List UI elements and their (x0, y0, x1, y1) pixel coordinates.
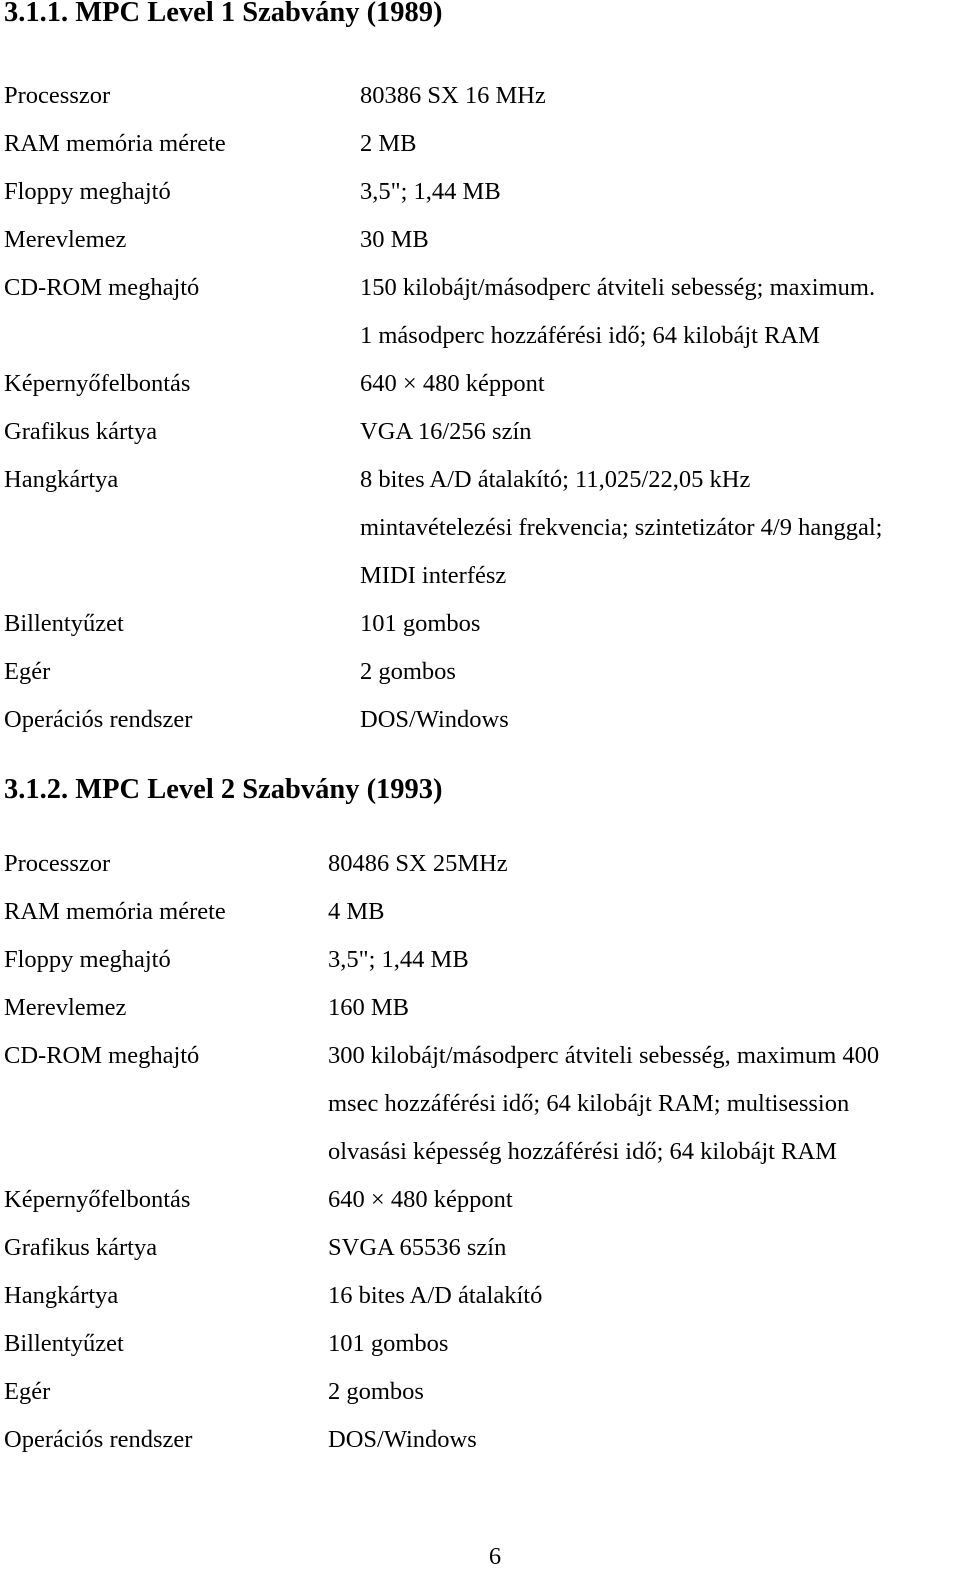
spec-value-line: 3,5"; 1,44 MB (360, 178, 501, 205)
spec-value (328, 1032, 879, 1176)
spec-value-line: 30 MB (360, 226, 429, 253)
spec-label: Grafikus kártya (4, 418, 158, 445)
spec-value (328, 984, 879, 1032)
spec-row (4, 936, 879, 984)
spec-value-line: 640 × 480 képpont (360, 370, 545, 397)
spec-value (360, 696, 882, 744)
spec-value (328, 1224, 879, 1272)
spec-value-line: msec hozzáférési idő; 64 kilobájt RAM; multisession (328, 1090, 850, 1117)
spec-row (4, 456, 882, 600)
spec-label: Grafikus kártya (4, 1234, 158, 1261)
spec-value-line: 8 bites A/D átalakító; 11,025/22,05 kHz (360, 466, 751, 493)
mpc-level-2-spec-table (4, 840, 879, 1464)
spec-row (4, 72, 882, 120)
spec-label: RAM memória mérete (4, 898, 226, 925)
spec-value-line: 101 gombos (360, 610, 481, 637)
spec-value-line: 2 gombos (360, 658, 456, 685)
page-number: 6 (488, 1543, 502, 1570)
spec-value-line: 640 × 480 képpont (328, 1186, 513, 1213)
section-1-heading: 3.1.1. MPC Level 1 Szabvány (1989) (4, 0, 443, 28)
spec-value (360, 72, 882, 120)
spec-value-line: olvasási képesség hozzáférési idő; 64 kilobájt RAM (328, 1138, 837, 1165)
spec-label: CD-ROM meghajtó (4, 1042, 200, 1069)
spec-label: Floppy meghajtó (4, 946, 171, 973)
spec-row (4, 1416, 879, 1464)
spec-value-line: 2 gombos (328, 1378, 424, 1405)
spec-value-line: DOS/Windows (360, 706, 509, 733)
spec-value-line: DOS/Windows (328, 1426, 477, 1453)
spec-row (4, 984, 879, 1032)
spec-row (4, 216, 882, 264)
spec-label: Egér (4, 1378, 51, 1405)
spec-label: Hangkártya (4, 466, 119, 493)
spec-row (4, 696, 882, 744)
spec-value-line: VGA 16/256 szín (360, 418, 532, 445)
spec-value (360, 264, 882, 360)
spec-value-line: 80486 SX 25MHz (328, 850, 508, 877)
spec-value-line: 2 MB (360, 130, 417, 157)
spec-value (328, 840, 879, 888)
spec-row (4, 648, 882, 696)
spec-value-line: 1 másodperc hozzáférési idő; 64 kilobájt RAM (360, 322, 820, 349)
spec-row (4, 1272, 879, 1320)
spec-value-line: 16 bites A/D átalakító (328, 1282, 543, 1309)
mpc-level-1-spec-table (4, 72, 882, 744)
spec-row (4, 360, 882, 408)
spec-label: Merevlemez (4, 994, 127, 1021)
spec-value (328, 1272, 879, 1320)
spec-value (328, 888, 879, 936)
spec-value (360, 120, 882, 168)
spec-row (4, 264, 882, 360)
spec-label: CD-ROM meghajtó (4, 274, 200, 301)
spec-value-line: 160 MB (328, 994, 410, 1021)
spec-value (360, 216, 882, 264)
spec-value (328, 936, 879, 984)
spec-value-line: 4 MB (328, 898, 385, 925)
spec-value (360, 600, 882, 648)
spec-value (360, 168, 882, 216)
spec-row (4, 888, 879, 936)
spec-row (4, 1320, 879, 1368)
spec-label: Billentyűzet (4, 1330, 124, 1357)
spec-label: Hangkártya (4, 1282, 119, 1309)
spec-value (360, 360, 882, 408)
spec-row (4, 840, 879, 888)
spec-row (4, 1032, 879, 1176)
spec-value (328, 1368, 879, 1416)
spec-label: Processzor (4, 850, 111, 877)
section-2-heading: 3.1.2. MPC Level 2 Szabvány (1993) (4, 774, 443, 805)
spec-value-line: mintavételezési frekvencia; szintetizátor 4/9 hanggal; (360, 514, 883, 541)
spec-label: Képernyőfelbontás (4, 1186, 191, 1213)
spec-label: RAM memória mérete (4, 130, 226, 157)
spec-value-line: SVGA 65536 szín (328, 1234, 507, 1261)
spec-value (328, 1176, 879, 1224)
spec-label: Processzor (4, 82, 111, 109)
spec-row (4, 1368, 879, 1416)
spec-value (360, 648, 882, 696)
spec-row (4, 120, 882, 168)
spec-label: Merevlemez (4, 226, 127, 253)
spec-value (328, 1320, 879, 1368)
spec-label: Operációs rendszer (4, 1426, 193, 1453)
spec-row (4, 600, 882, 648)
spec-label: Egér (4, 658, 51, 685)
spec-value (328, 1416, 879, 1464)
spec-row (4, 168, 882, 216)
spec-row (4, 408, 882, 456)
spec-value-line: 300 kilobájt/másodperc átviteli sebesség, maximum 400 (328, 1042, 880, 1069)
spec-value-line: 101 gombos (328, 1330, 449, 1357)
spec-value-line: MIDI interfész (360, 562, 507, 589)
spec-label: Floppy meghajtó (4, 178, 171, 205)
spec-value-line: 3,5"; 1,44 MB (328, 946, 469, 973)
spec-value-line: 150 kilobájt/másodperc átviteli sebesség; maximum. (360, 274, 876, 301)
spec-value (360, 408, 882, 456)
spec-label: Képernyőfelbontás (4, 370, 191, 397)
spec-value-line: 80386 SX 16 MHz (360, 82, 546, 109)
spec-row (4, 1176, 879, 1224)
spec-label: Operációs rendszer (4, 706, 193, 733)
spec-label: Billentyűzet (4, 610, 124, 637)
spec-row (4, 1224, 879, 1272)
spec-value (360, 456, 882, 600)
